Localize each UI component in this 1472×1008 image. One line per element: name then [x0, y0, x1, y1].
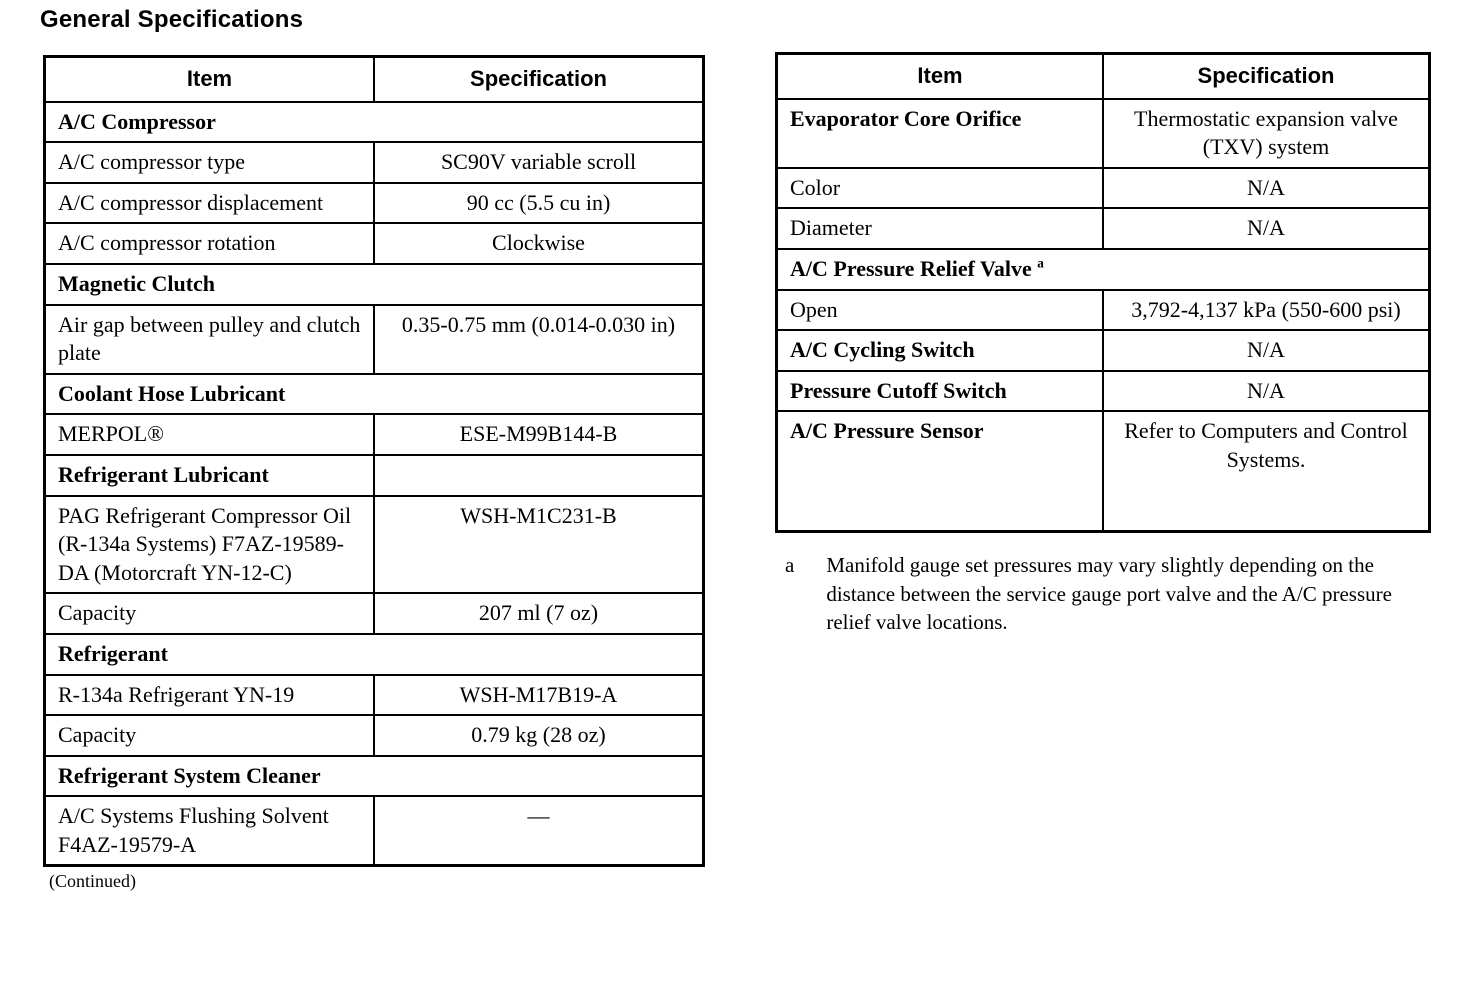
spec-cell: Thermostatic expansion valve (TXV) system — [1103, 99, 1430, 168]
item-cell: Refrigerant Lubricant — [45, 455, 375, 496]
spec-cell: ESE-M99B144-B — [374, 414, 704, 455]
item-cell: Diameter — [777, 208, 1104, 249]
spec-cell: 0.79 kg (28 oz) — [374, 715, 704, 756]
spec-cell: 0.35-0.75 mm (0.014-0.030 in) — [374, 305, 704, 374]
table-row — [45, 593, 704, 634]
section-row — [45, 756, 704, 797]
spec-cell: SC90V variable scroll — [374, 142, 704, 183]
spec-cell: 207 ml (7 oz) — [374, 593, 704, 634]
spec-cell: WSH-M17B19-A — [374, 675, 704, 716]
table-row — [45, 183, 704, 224]
section-row — [777, 249, 1430, 290]
spec-cell: N/A — [1103, 208, 1430, 249]
spec-cell: Refer to Computers and Control Systems. — [1103, 411, 1430, 532]
column-header: Item — [45, 57, 375, 102]
table-row — [45, 715, 704, 756]
item-cell: Capacity — [45, 715, 375, 756]
continued-label: (Continued) — [49, 871, 136, 892]
header-row — [45, 57, 704, 102]
footnote-text: Manifold gauge set pressures may vary slightly depending on the distance between the service gauge port valve and the A/C pressure relief valve locations. — [826, 553, 1392, 635]
spec-cell: — — [374, 796, 704, 866]
page-title: General Specifications — [40, 6, 304, 33]
table-row — [45, 305, 704, 374]
section-header-cell: A/C Compressor — [45, 102, 704, 143]
right-column — [775, 52, 1431, 636]
section-header-cell: Refrigerant System Cleaner — [45, 756, 704, 797]
spec-cell: WSH-M1C231-B — [374, 496, 704, 594]
section-header-cell: Refrigerant — [45, 634, 704, 675]
spec-cell: N/A — [1103, 371, 1430, 412]
section-row — [45, 374, 704, 415]
table-row — [777, 99, 1430, 168]
section-header-cell: Magnetic Clutch — [45, 264, 704, 305]
column-header: Item — [777, 54, 1104, 99]
item-cell: A/C Systems Flushing Solvent F4AZ-19579-A — [45, 796, 375, 866]
spec-cell: 3,792-4,137 kPa (550-600 psi) — [1103, 290, 1430, 331]
table-row — [777, 330, 1430, 371]
item-cell: Color — [777, 168, 1104, 209]
footnote — [775, 551, 1431, 636]
footnote-reference: a — [1037, 255, 1044, 271]
spec-cell: N/A — [1103, 168, 1430, 209]
section-row — [45, 102, 704, 143]
column-header: Specification — [374, 57, 704, 102]
table-row — [45, 142, 704, 183]
item-cell: A/C compressor rotation — [45, 223, 375, 264]
item-cell: A/C Cycling Switch — [777, 330, 1104, 371]
left-column — [43, 55, 705, 892]
table-row — [777, 208, 1430, 249]
item-cell: Pressure Cutoff Switch — [777, 371, 1104, 412]
spec-cell — [374, 455, 704, 496]
footnote-marker: a — [785, 553, 795, 578]
section-row — [45, 264, 704, 305]
table-row — [777, 371, 1430, 412]
table-row — [777, 168, 1430, 209]
spec-cell: Clockwise — [374, 223, 704, 264]
section-header-cell: Coolant Hose Lubricant — [45, 374, 704, 415]
spec-cell: 90 cc (5.5 cu in) — [374, 183, 704, 224]
header-row — [777, 54, 1430, 99]
table-row — [45, 414, 704, 455]
table-row — [45, 796, 704, 866]
table-row — [45, 223, 704, 264]
general-specifications-table-left — [43, 55, 705, 867]
item-cell: A/C compressor displacement — [45, 183, 375, 224]
table-row — [45, 496, 704, 594]
item-cell: A/C Pressure Sensor — [777, 411, 1104, 532]
column-header: Specification — [1103, 54, 1430, 99]
item-cell: Air gap between pulley and clutch plate — [45, 305, 375, 374]
item-cell: Capacity — [45, 593, 375, 634]
item-cell: Evaporator Core Orifice — [777, 99, 1104, 168]
spec-cell: N/A — [1103, 330, 1430, 371]
table-row — [45, 675, 704, 716]
section-row — [45, 634, 704, 675]
item-cell: A/C compressor type — [45, 142, 375, 183]
item-cell: MERPOL® — [45, 414, 375, 455]
table-row — [45, 455, 704, 496]
general-specifications-table-right — [775, 52, 1431, 533]
item-cell: R-134a Refrigerant YN-19 — [45, 675, 375, 716]
section-header-cell: A/C Pressure Relief Valve $^a$ — [777, 249, 1430, 290]
item-cell: PAG Refrigerant Compressor Oil (R-134a Systems) F7AZ-19589-DA (Motorcraft YN-12-C) — [45, 496, 375, 594]
table-row — [777, 290, 1430, 331]
table-row — [777, 411, 1430, 532]
item-cell: Open — [777, 290, 1104, 331]
